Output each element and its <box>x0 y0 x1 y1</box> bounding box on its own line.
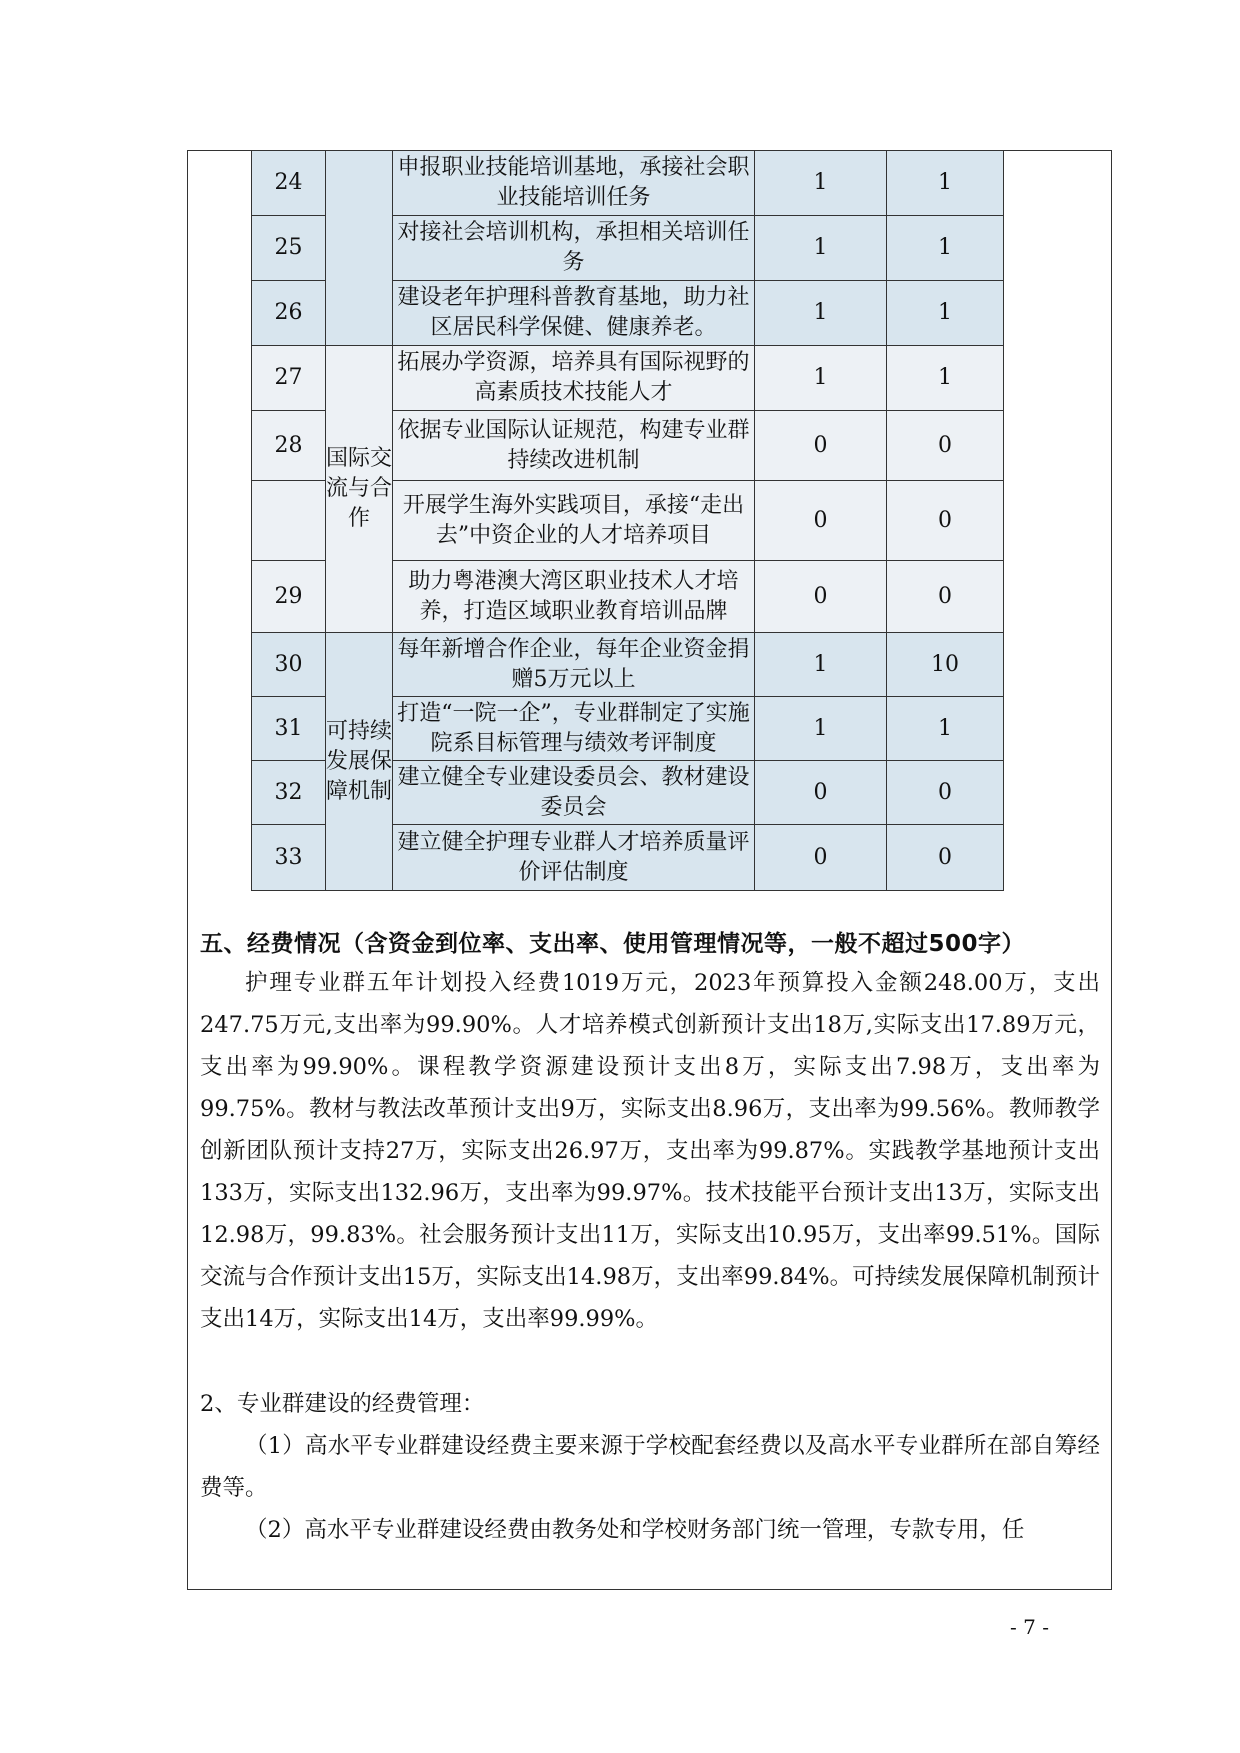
actual-value: 0 <box>887 411 1004 481</box>
task-description: 打造“一院一企”，专业群制定了实施院系目标管理与绩效考评制度 <box>393 697 755 761</box>
target-value: 1 <box>755 346 887 411</box>
task-description: 开展学生海外实践项目，承接“走出去”中资企业的人才培养项目 <box>393 481 755 561</box>
task-table <box>251 150 1004 891</box>
category-international: 国际交流与合作 <box>326 346 393 633</box>
row-number: 28 <box>252 411 326 481</box>
actual-value: 0 <box>887 761 1004 825</box>
target-value: 1 <box>755 697 887 761</box>
row-number: 30 <box>252 633 326 697</box>
management-item-2: （2）高水平专业群建设经费由教务处和学校财务部门统一管理，专款专用，任 <box>245 1517 1025 1543</box>
task-description: 助力粤港澳大湾区职业技术人才培养，打造区域职业教育培训品牌 <box>393 561 755 633</box>
target-value: 1 <box>755 633 887 697</box>
actual-value: 1 <box>887 151 1004 216</box>
task-description: 对接社会培训机构，承担相关培训任务 <box>393 216 755 281</box>
row-number: 24 <box>252 151 326 216</box>
task-description: 建立健全专业建设委员会、教材建设委员会 <box>393 761 755 825</box>
target-value: 0 <box>755 825 887 891</box>
task-description: 建设老年护理科普教育基地，助力社区居民科学保健、健康养老。 <box>393 281 755 346</box>
target-value: 0 <box>755 481 887 561</box>
target-value: 0 <box>755 561 887 633</box>
management-item-1: （1）高水平专业群建设经费主要来源于学校配套经费以及高水平专业群所在部自筹经费等。 <box>200 1433 1100 1501</box>
actual-value: 1 <box>887 216 1004 281</box>
table-row <box>252 151 1004 216</box>
row-number: 26 <box>252 281 326 346</box>
row-number: 29 <box>252 561 326 633</box>
task-description: 申报职业技能培训基地，承接社会职业技能培训任务 <box>393 151 755 216</box>
row-number: 33 <box>252 825 326 891</box>
table-row <box>252 633 1004 697</box>
target-value: 1 <box>755 216 887 281</box>
actual-value: 10 <box>887 633 1004 697</box>
actual-value: 1 <box>887 281 1004 346</box>
actual-value: 1 <box>887 697 1004 761</box>
category-cell-blank <box>326 151 393 346</box>
actual-value: 0 <box>887 825 1004 891</box>
task-description: 每年新增合作企业，每年企业资金捐赠5万元以上 <box>393 633 755 697</box>
section-heading: 五、经费情况（含资金到位率、支出率、使用管理情况等，一般不超过500字） <box>200 931 1026 957</box>
target-value: 0 <box>755 761 887 825</box>
task-description: 建立健全护理专业群人才培养质量评价评估制度 <box>393 825 755 891</box>
row-number <box>252 481 326 561</box>
actual-value: 0 <box>887 561 1004 633</box>
target-value: 1 <box>755 281 887 346</box>
actual-value: 1 <box>887 346 1004 411</box>
table-row <box>252 346 1004 411</box>
row-number: 25 <box>252 216 326 281</box>
management-subheading: 2、专业群建设的经费管理： <box>200 1391 485 1417</box>
target-value: 0 <box>755 411 887 481</box>
task-description: 依据专业国际认证规范，构建专业群持续改进机制 <box>393 411 755 481</box>
actual-value: 0 <box>887 481 1004 561</box>
target-value: 1 <box>755 151 887 216</box>
funding-paragraph: 护理专业群五年计划投入经费1019万元，2023年预算投入金额248.00万，支出247.75万元,支出率为99.90%。人才培养模式创新预计支出18万,实际支出17.89万元，支出率为99.90%。课程教学资源建设预计支出8万，实际支出7.98万，支出率为99.75%。教材与教法改革预计支出9万，实际支出8.96万，支出率为99.56%。教师教学创新团队预计支持27万，实际支出26.97万，支出率为99.87%。实践教学基地预计支出133万，实际支出132.96万，支出率为99.97%。技术技能平台预计支出13万，实际支出12.98万，99.83%。社会服务预计支出11万，实际支出10.95万，支出率99.51%。国际交流与合作预计支出15万，实际支出14.98万，支出率99.84%。可持续发展保障机制预计支出14万，实际支出14万，支出率99.99%。 <box>200 970 1100 1332</box>
row-number: 31 <box>252 697 326 761</box>
row-number: 32 <box>252 761 326 825</box>
category-sustainable: 可持续发展保障机制 <box>326 633 393 891</box>
row-number: 27 <box>252 346 326 411</box>
page-number: - 7 - <box>1010 1615 1049 1639</box>
task-description: 拓展办学资源，培养具有国际视野的高素质技术技能人才 <box>393 346 755 411</box>
